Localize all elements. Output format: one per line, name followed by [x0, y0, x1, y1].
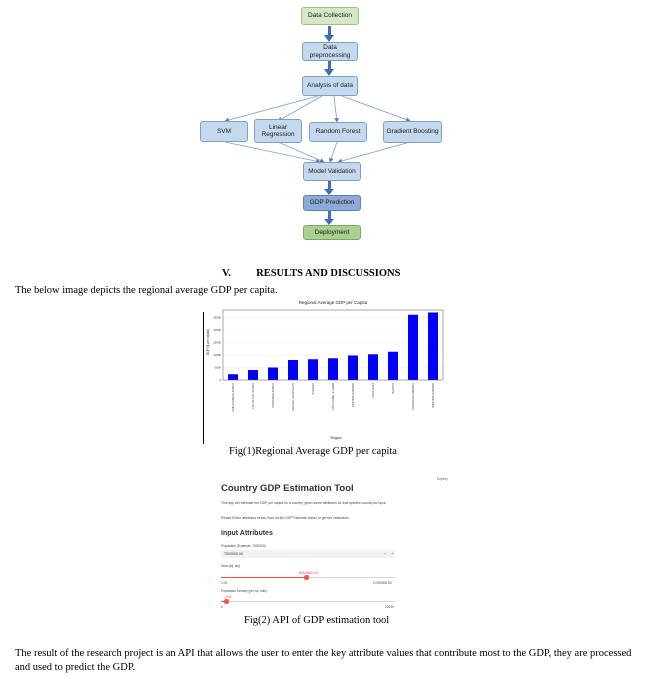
api-title: Country GDP Estimation Tool [221, 483, 354, 494]
x-tick-label: ASIA (EX. NEAR EAST) [292, 383, 295, 411]
area-min-label: 2.00 [221, 581, 228, 585]
x-tick-label: NORTHERN AFRICA [272, 383, 275, 408]
node-random-forest: Random Forest [309, 122, 367, 142]
area-slider-track[interactable] [221, 577, 395, 578]
intro-paragraph: The below image depicts the regional average GDP per capita. [15, 285, 278, 296]
bar [288, 360, 298, 380]
node-analysis: Analysis of data [302, 76, 358, 96]
area-max-label: 17000000.00 [373, 581, 392, 585]
bar [408, 315, 418, 380]
input-attributes-heading: Input Attributes [221, 530, 273, 537]
y-tick-label: 0 [219, 378, 221, 382]
x-tick-label: NORTHERN AMERICA [412, 383, 415, 411]
node-gdp-prediction: GDP Prediction [303, 195, 361, 211]
bar [268, 368, 278, 381]
api-screenshot [214, 474, 450, 614]
x-tick-label: C.W. OF IND. STATES [252, 383, 255, 410]
chart-xlabel: Region [330, 436, 342, 440]
x-tick-label: EASTERN EUROPE [352, 383, 355, 407]
y-tick-label: 25000 [213, 315, 221, 320]
x-tick-label: LATIN AMER. & CARIB [332, 383, 335, 411]
x-tick-label: NEAR EAST [372, 383, 375, 398]
flowchart [0, 0, 649, 245]
section-title: RESULTS AND DISCUSSIONS [256, 268, 401, 279]
x-tick-label: BALTICS [392, 383, 395, 394]
gdp-bar-chart [203, 298, 447, 444]
conclusion-paragraph: The result of the research project is an API that allows the user to enter the key attribute values that contribute most to the GDP, they are processed and used to predict the GDP. [15, 648, 632, 673]
node-model-validation: Model Validation [303, 162, 361, 181]
api-description: This app will estimate the GDP per capita for a country, given some attributes for that specific country as input. [221, 501, 387, 505]
bar [348, 356, 358, 381]
population-decrement-button[interactable]: − [384, 550, 387, 556]
y-tick-label: 10000 [213, 353, 221, 357]
chart-ylabel: GDP ($ per capita) [206, 328, 210, 356]
bar [328, 358, 338, 380]
density-slider-track[interactable] [221, 601, 395, 602]
x-tick-label: SUB-SAHARAN AFRICA [232, 383, 235, 412]
node-gradient-boosting: Gradient Boosting [383, 121, 442, 143]
node-deployment: Deployment [303, 225, 361, 240]
population-label: Population (Example: 7000000) [221, 544, 266, 548]
figure1-caption: Fig(1)Regional Average GDP per capita [229, 446, 397, 457]
area-slider-handle[interactable] [304, 575, 309, 580]
node-svm: SVM [200, 121, 248, 142]
x-tick-label: OCEANIA [312, 383, 315, 395]
section-number: V. [222, 268, 231, 279]
figure2-caption: Fig(2) API of GDP estimation tool [244, 615, 390, 626]
bar [368, 354, 378, 380]
population-value: 7000000.00 [224, 551, 243, 556]
density-min-label: 0 [221, 605, 223, 609]
area-value-readout: 8364860.00 [298, 571, 318, 575]
chart-title: Regional Average GDP per Capita [298, 300, 368, 305]
chart-svg [203, 298, 447, 444]
bar [228, 374, 238, 380]
bar [308, 359, 318, 380]
bar [248, 370, 258, 380]
bar [388, 352, 398, 380]
y-tick-label: 20000 [213, 328, 221, 332]
x-tick-label: WESTERN EUROPE [432, 383, 435, 408]
bar [428, 313, 438, 381]
population-increment-button[interactable]: + [391, 550, 394, 556]
y-tick-label: 5000 [214, 365, 221, 370]
deploy-button[interactable]: Deploy [437, 477, 448, 481]
area-slider-fill [221, 577, 306, 578]
population-input[interactable] [221, 550, 395, 558]
density-slider-handle[interactable] [224, 599, 229, 604]
density-value-readout: 228 [225, 595, 232, 599]
y-tick-label: 15000 [213, 340, 221, 345]
section-heading [222, 268, 400, 279]
api-instruction: Please fill the attributes below, then hit the GDP Estimate button to get the estimation. [221, 516, 350, 520]
node-data-preprocessing: Data preprocessing [302, 42, 358, 61]
area-label: Area (sq. km) [221, 564, 241, 568]
node-linear-regression: Linear Regression [254, 119, 302, 143]
density-label: Population Density (per sq. mile) [221, 589, 268, 593]
node-data-collection: Data Collection [301, 7, 359, 25]
density-max-label: 12000 [385, 605, 394, 609]
